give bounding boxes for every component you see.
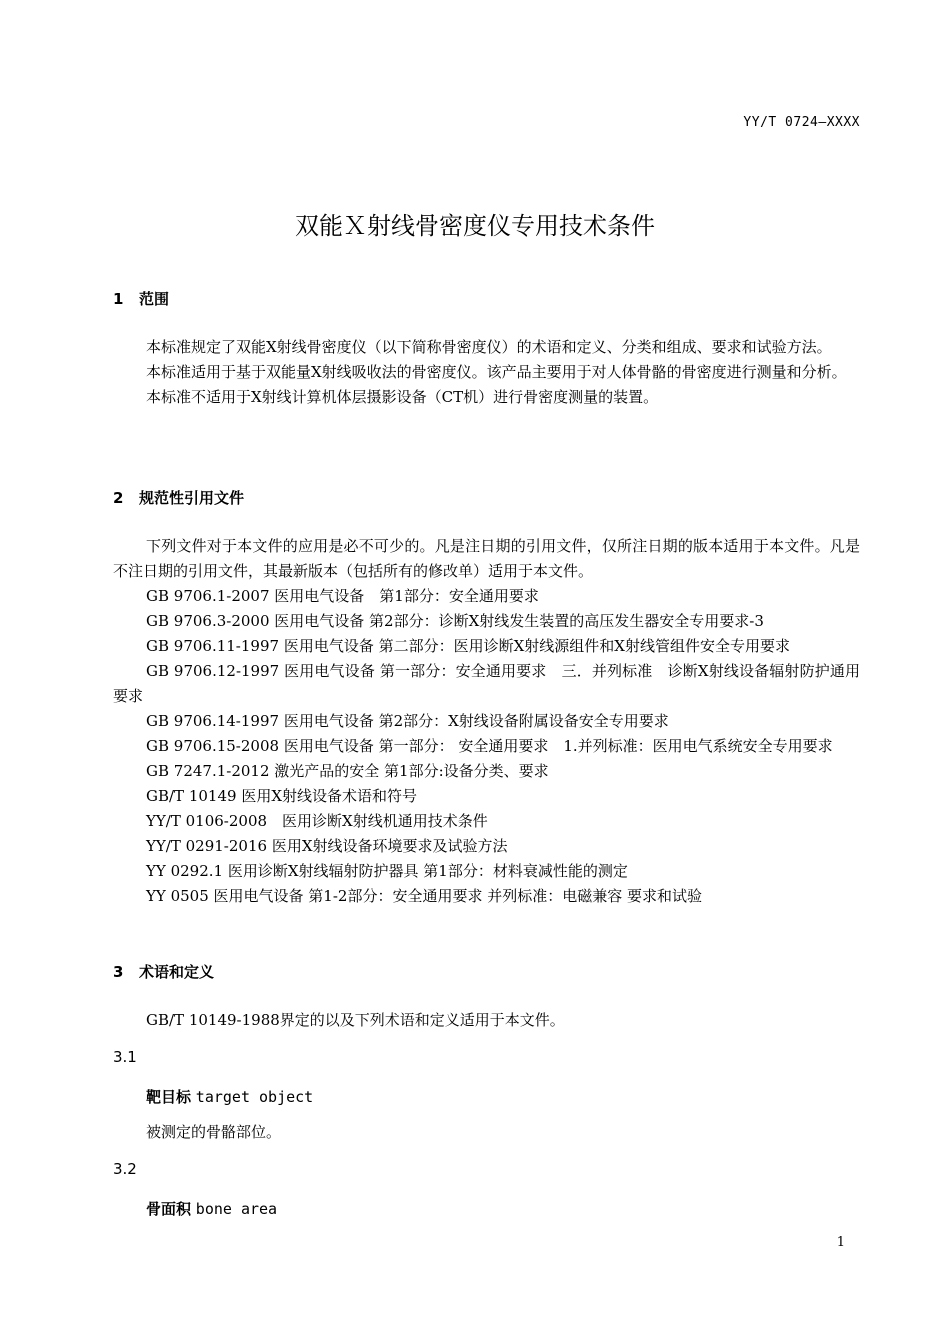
section-2-heading xyxy=(113,487,860,508)
reference-item: GB 9706.3-2000 医用电气设备 第2部分：诊断X射线发生装置的高压发生器安全专用要求-3 xyxy=(146,612,764,630)
page-number: 1 xyxy=(836,1235,845,1250)
definition-3-1 xyxy=(113,1120,860,1145)
section-title: 规范性引用文件 xyxy=(139,489,245,507)
section-number: 1 xyxy=(113,290,124,308)
clause-number-3-1: 3.1 xyxy=(113,1048,137,1066)
reference-item: GB 7247.1-2012 激光产品的安全 第1部分:设备分类、要求 xyxy=(146,762,549,780)
reference-item: GB 9706.1-2007 医用电气设备 第1部分：安全通用要求 xyxy=(146,587,539,605)
paragraph: 本标准不适用于X射线计算机体层摄影设备（CT机）进行骨密度测量的装置。 xyxy=(146,388,659,406)
term-chinese: 骨面积 xyxy=(146,1200,192,1218)
reference-item: YY/T 0291-2016 医用X射线设备环境要求及试验方法 xyxy=(146,837,508,855)
term-definition: 被测定的骨骼部位。 xyxy=(146,1123,282,1141)
term-3-1 xyxy=(113,1086,893,1107)
section-1-body xyxy=(113,335,860,410)
reference-item: YY 0505 医用电气设备 第1-2部分：安全通用要求 并列标准：电磁兼容 要求和试验 xyxy=(146,887,702,905)
term-english: target object xyxy=(195,1088,314,1106)
section-3-heading xyxy=(113,961,860,982)
reference-item: GB 9706.15-2008 医用电气设备 第一部分： 安全通用要求 1.并列标准：医用电气系统安全专用要求 xyxy=(146,737,833,755)
reference-item: GB 9706.14-1997 医用电气设备 第2部分：X射线设备附属设备安全专用要求 xyxy=(146,712,669,730)
paragraph: 本标准规定了双能X射线骨密度仪（以下简称骨密度仪）的术语和定义、分类和组成、要求和试验方法。 xyxy=(146,338,832,356)
reference-item: GB 9706.12-1997 医用电气设备 第一部分：安全通用要求 三．并列标准 诊断X射线设备辐射防护通用要求 xyxy=(113,662,860,705)
term-english: bone area xyxy=(195,1200,278,1218)
reference-item: GB/T 10149 医用X射线设备术语和符号 xyxy=(146,787,417,805)
term-3-2 xyxy=(113,1198,893,1219)
section-2-body xyxy=(113,534,860,909)
section-title: 范围 xyxy=(139,290,170,308)
paragraph: 本标准适用于基于双能量X射线吸收法的骨密度仪。该产品主要用于对人体骨骼的骨密度进行测量和分析。 xyxy=(146,363,847,381)
reference-item: YY 0292.1 医用诊断X射线辐射防护器具 第1部分：材料衰减性能的测定 xyxy=(146,862,628,880)
section-number: 2 xyxy=(113,489,124,507)
clause-number-3-2: 3.2 xyxy=(113,1160,137,1178)
section-1-heading xyxy=(113,288,860,309)
section-number: 3 xyxy=(113,963,124,981)
reference-item: GB 9706.11-1997 医用电气设备 第二部分：医用诊断X射线源组件和X射线管组件安全专用要求 xyxy=(146,637,790,655)
section-3-intro xyxy=(113,1008,860,1033)
section-title: 术语和定义 xyxy=(139,963,215,981)
paragraph: GB/T 10149-1988界定的以及下列术语和定义适用于本文件。 xyxy=(146,1011,565,1029)
reference-item: YY/T 0106-2008 医用诊断X射线机通用技术条件 xyxy=(146,812,488,830)
document-code: YY/T 0724—XXXX xyxy=(743,115,860,130)
term-chinese: 靶目标 xyxy=(146,1088,192,1106)
paragraph: 下列文件对于本文件的应用是必不可少的。凡是注日期的引用文件，仅所注日期的版本适用于本文件。凡是不注日期的引用文件，其最新版本（包括所有的修改单）适用于本文件。 xyxy=(113,537,860,580)
document-title: 双能Ｘ射线骨密度仪专用技术条件 xyxy=(295,212,655,240)
